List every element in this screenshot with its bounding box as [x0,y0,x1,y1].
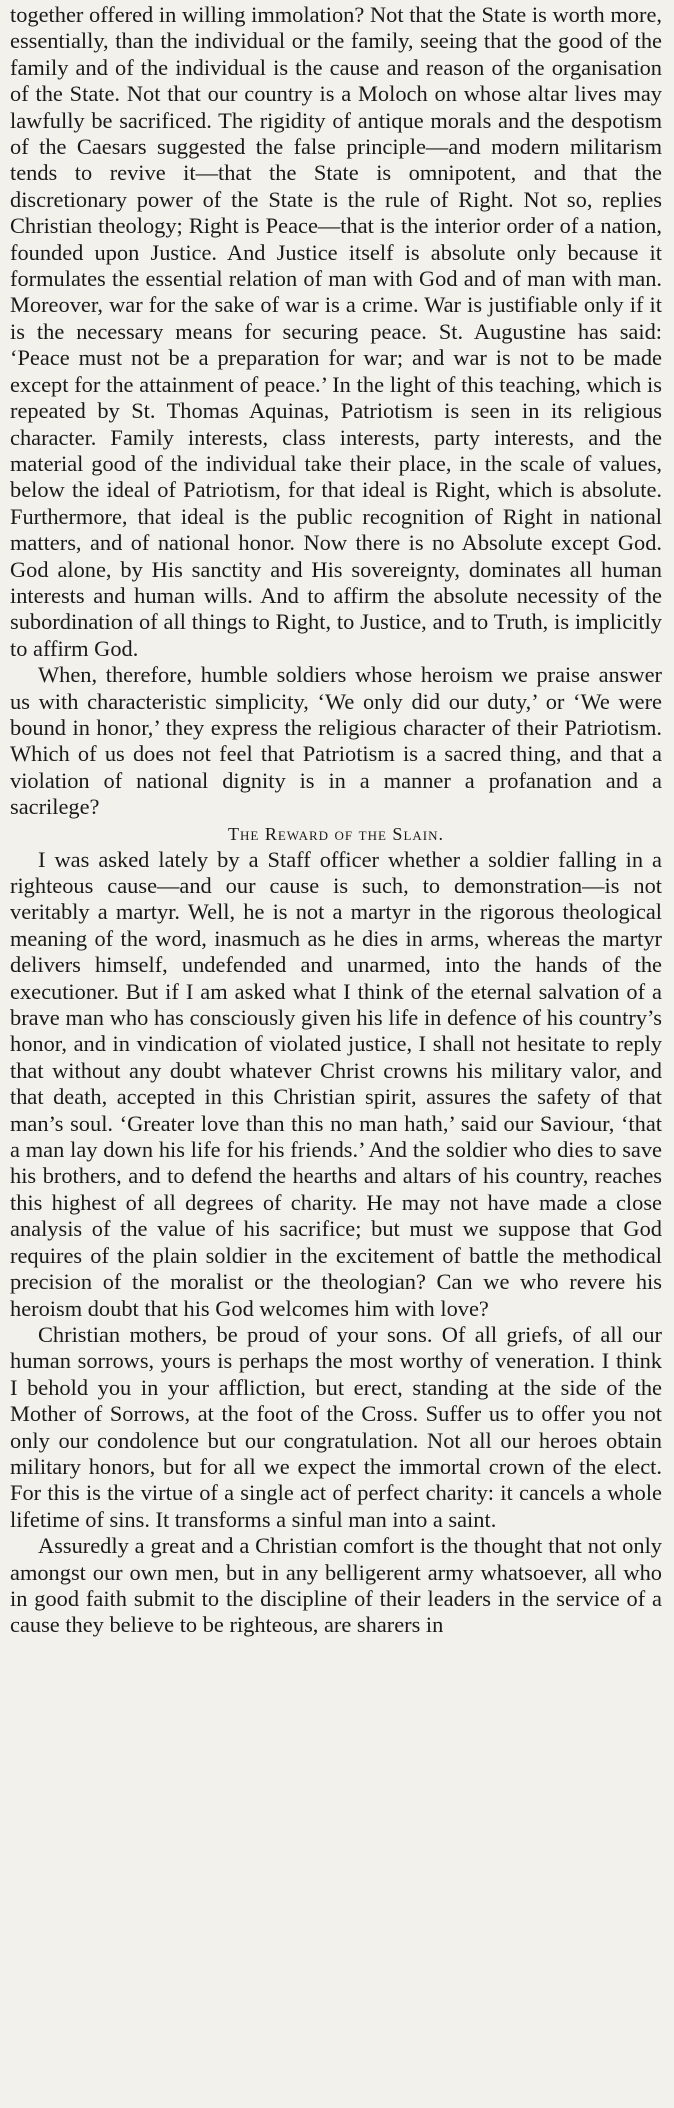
article-column [10,2,662,1639]
section-heading: The Reward of the Slain. [228,823,444,844]
paragraph-staff-officer: I was asked lately by a Staff officer whether a soldier falling in a righteous cause—and our cause is such, to demonstration—is not veritably a martyr. Well, he is not a martyr in the rigorous theological meaning of the word, inasmuch as he dies in arms, whereas the martyr delivers himself, undefended and unarmed, into the hands of the executioner. But if I am asked what I think of the eternal salvation of a brave man who has consciously given his life in defence of his country’s honor, and in vindication of violated justice, I shall not hesitate to reply that without any doubt whatever Christ crowns his military valor, and that death, accepted in this Christian spirit, assures the safety of that man’s soul. ‘Greater love than this no man hath,’ said our Saviour, ‘that a man lay down his life for his friends.’ And the soldier who dies to save his brothers, and to defend the hearths and altars of his country, reaches this highest of all degrees of charity. He may not have made a close analysis of the value of his sacrifice; but must we suppose that God requires of the plain soldier in the excitement of battle the methodical precision of the moralist or the theologian? Can we who revere his heroism doubt that his God welcomes him with love? [10,846,662,1321]
paragraph-humble-soldiers: When, therefore, humble soldiers whose heroism we praise answer us with characteristic simplicity, ‘We only did our duty,’ or ‘We were bound in honor,’ they express the religious character of their Patriotism. Which of us does not feel that Patriotism is a sacred thing, and that a violation of national dignity is in a manner a profanation and a sacrilege? [10,662,662,820]
paragraph-continuation: together offered in willing immolation? Not that the State is worth more, essentially, than the individual or the family, seeing that the good of the family and of the individual is the cause and reason of the organisation of the State. Not that our country is a Moloch on whose altar lives may lawfully be sacrificed. The rigidity of antique morals and the despotism of the Caesars suggested the false principle—and modern militarism tends to revive it—that the State is omnipotent, and that the discretionary power of the State is the rule of Right. Not so, replies Christian theology; Right is Peace—that is the interior order of a nation, founded upon Justice. And Justice itself is absolute only because it formulates the essential relation of man with God and of man with man. Moreover, war for the sake of war is a crime. War is justifiable only if it is the necessary means for securing peace. St. Augustine has said: ‘Peace must not be a preparation for war; and war is not to be made except for the attainment of peace.’ In the light of this teaching, which is repeated by St. Thomas Aquinas, Patriotism is seen in its religious character. Family interests, class interests, party interests, and the material good of the individual take their place, in the scale of values, below the ideal of Patriotism, for that ideal is Right, which is absolute. Furthermore, that ideal is the public recognition of Right in national matters, and of national honor. Now there is no Absolute except God. God alone, by His sanctity and His sovereignty, dominates all human interests and human wills. And to affirm the absolute necessity of the subordination of all things to Right, to Justice, and to Truth, is implicitly to affirm God. [10,2,662,661]
paragraph-christian-comfort: Assuredly a great and a Christian comfort is the thought that not only amongst our own men, but in any belligerent army whatsoever, all who in good faith submit to the discipline of their leaders in the service of a cause they believe to be righteous, are sharers in [10,1533,662,1638]
paragraph-christian-mothers: Christian mothers, be proud of your sons. Of all griefs, of all our human sorrows, yours is perhaps the most worthy of veneration. I think I behold you in your affliction, but erect, standing at the side of the Mother of Sorrows, at the foot of the Cross. Suffer us to offer you not only our condolence but our congratulation. Not all our heroes obtain military honors, but for all we expect the immortal crown of the elect. For this is the virtue of a single act of perfect charity: it cancels a whole lifetime of sins. It transforms a sinful man into a saint. [10,1321,662,1532]
